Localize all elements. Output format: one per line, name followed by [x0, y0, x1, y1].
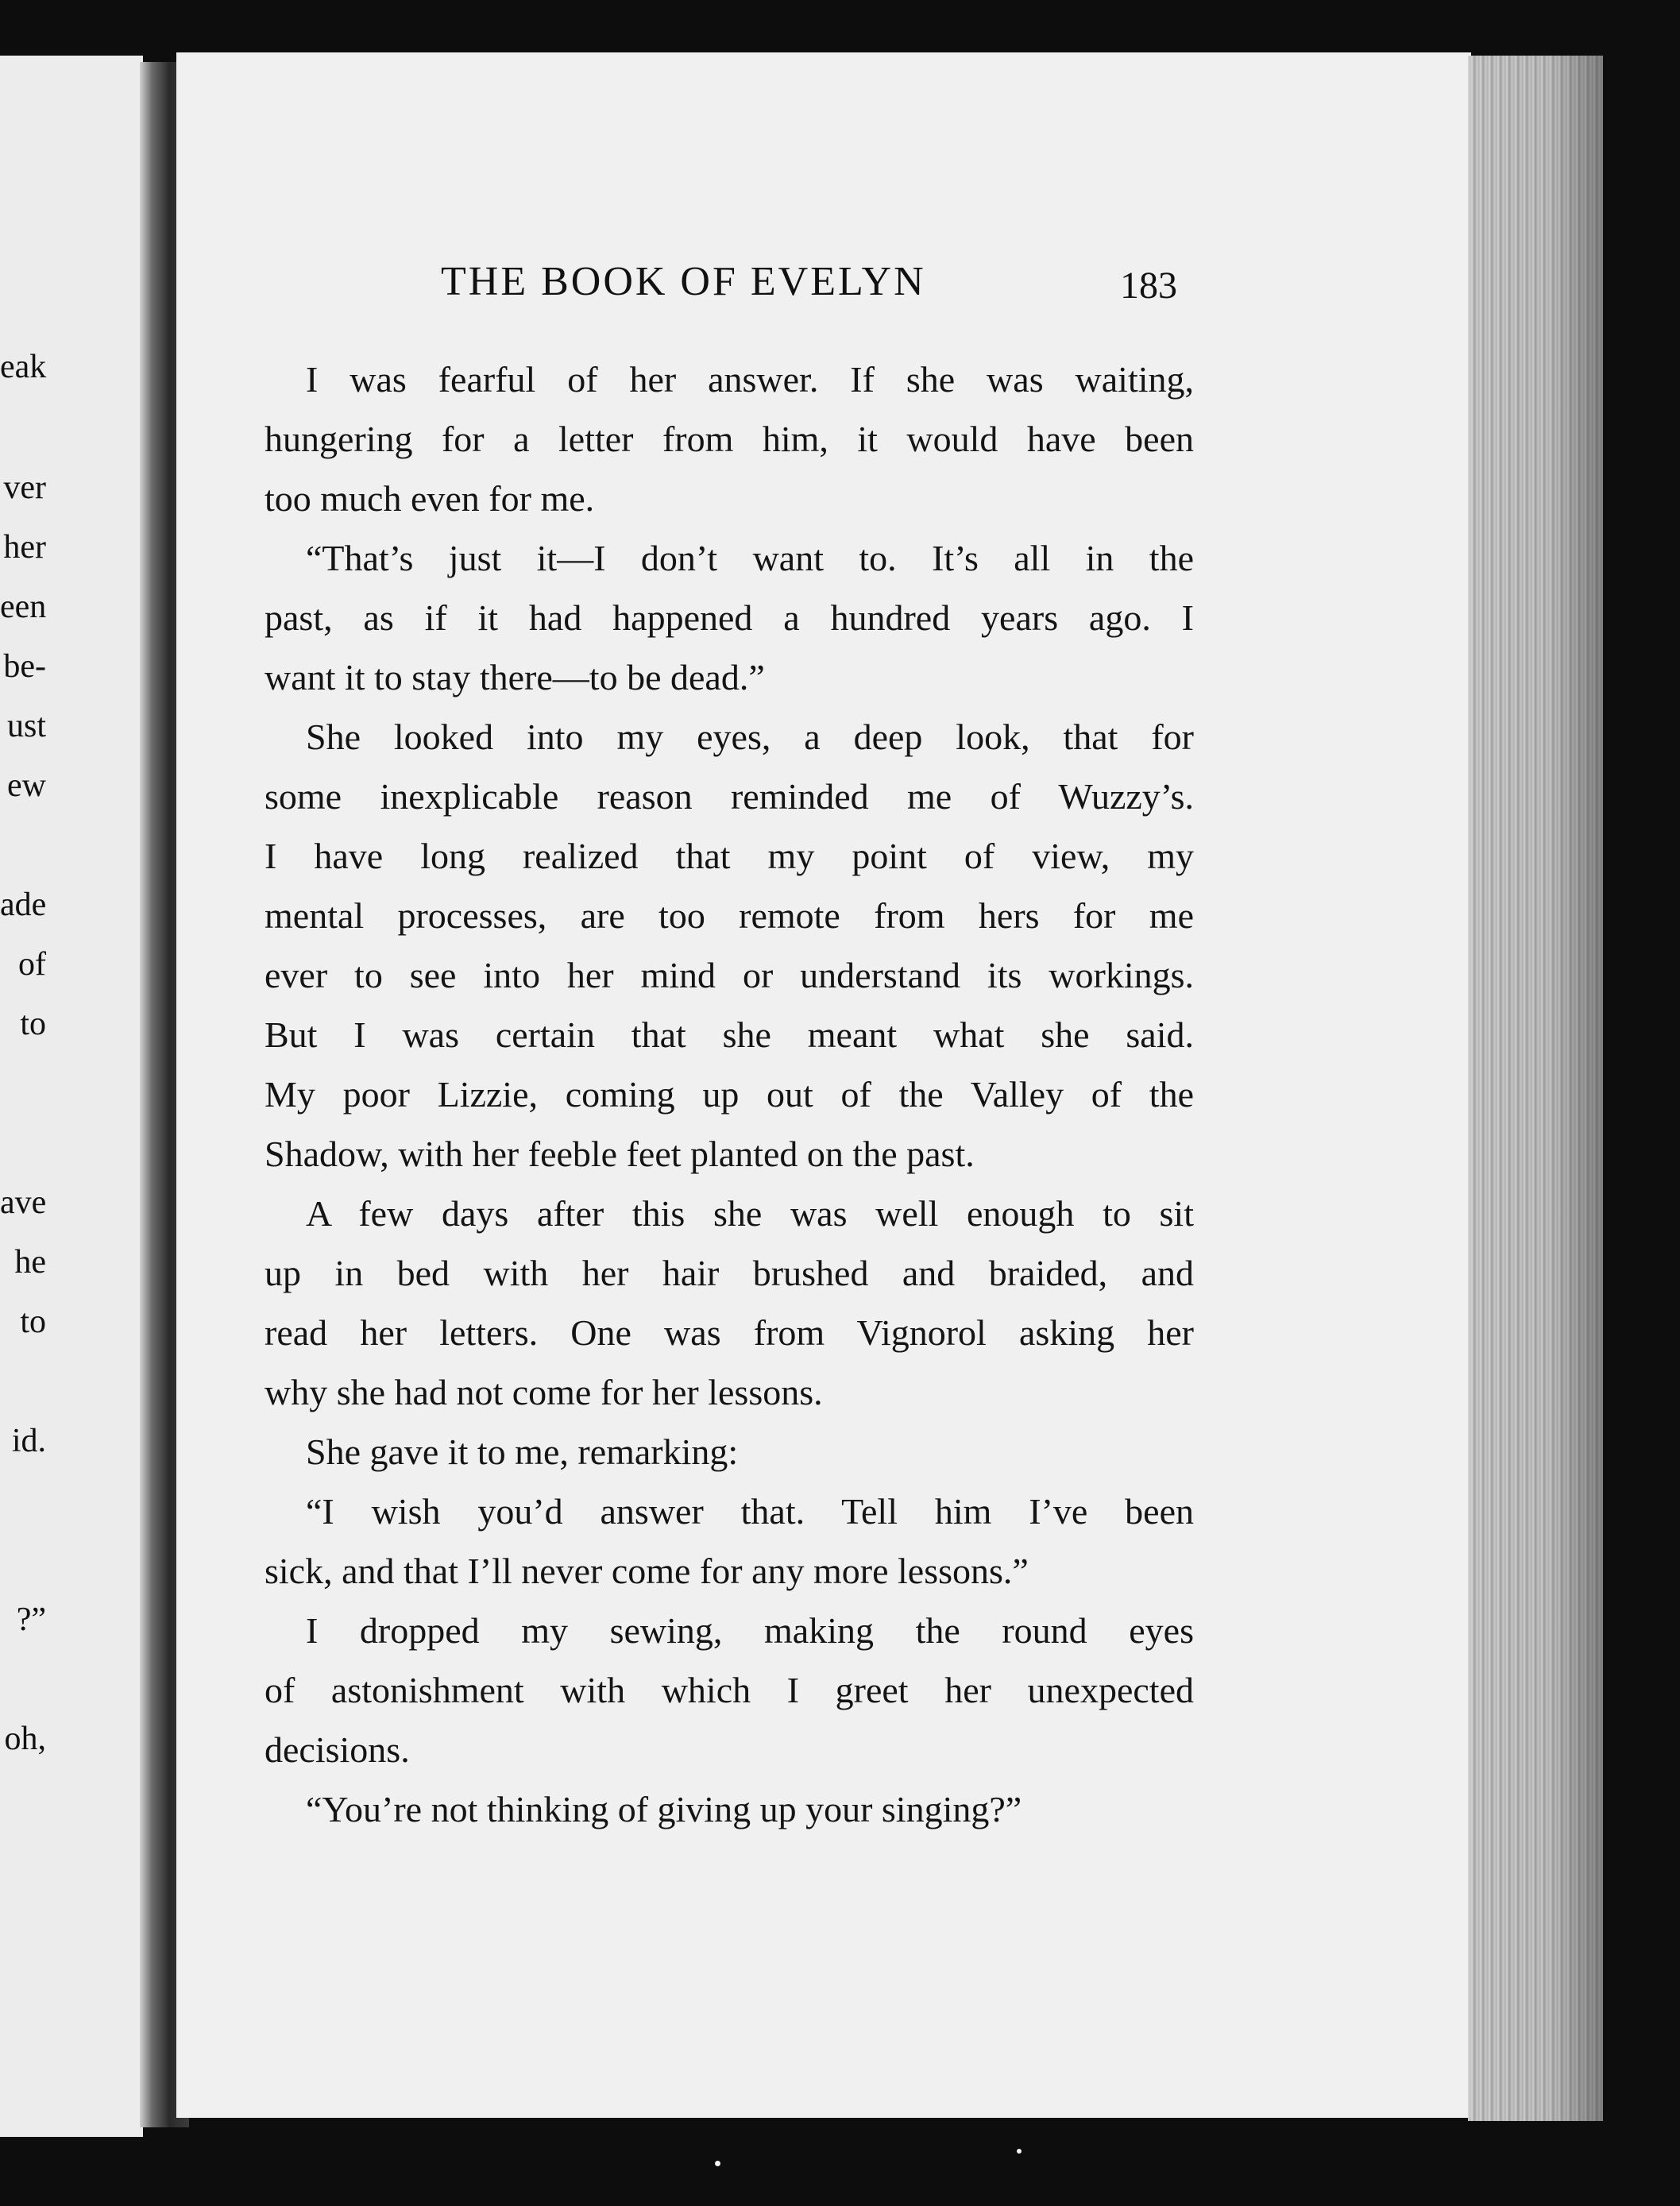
text-line: I have long realized that my point of view, my [265, 836, 1194, 876]
body-text [265, 350, 1194, 1839]
left-fragment: eak [0, 349, 47, 385]
text-line: hungering for a letter from him, it would have been [265, 419, 1194, 459]
text-line: But I was certain that she meant what she said. [265, 1014, 1194, 1055]
dust-speck [1017, 2149, 1022, 2154]
text-line: up in bed with her hair brushed and braided, and [265, 1253, 1194, 1293]
left-fragment: ust [6, 708, 46, 744]
text-line: sick, and that I’ll never come for any more lessons.” [265, 1551, 1029, 1591]
text-line: decisions. [265, 1729, 410, 1770]
page-number: 183 [1120, 265, 1177, 307]
text-line: ever to see into her mind or understand its workings. [265, 955, 1194, 995]
text-line: I dropped my sewing, making the round eyes [306, 1610, 1194, 1651]
text-line: My poor Lizzie, coming up out of the Valley of the [265, 1074, 1194, 1115]
text-line: want it to stay there—to be dead.” [265, 657, 765, 697]
text-line: I was fearful of her answer. If she was waiting, [306, 359, 1194, 400]
text-line: of astonishment with which I greet her unexpected [265, 1670, 1194, 1710]
text-line: some inexplicable reason reminded me of Wuzzy’s. [265, 776, 1194, 817]
left-fragment: ?” [16, 1601, 46, 1638]
text-line: mental processes, are too remote from hers for me [265, 895, 1194, 936]
page-block-shadow [1468, 56, 1603, 2121]
left-fragment: he [14, 1244, 46, 1281]
text-line: “That’s just it—I don’t want to. It’s all in the [306, 538, 1194, 578]
left-fragment: id. [11, 1423, 46, 1459]
left-fragment: ave [0, 1184, 47, 1221]
text-line: She looked into my eyes, a deep look, that for [306, 717, 1194, 757]
dust-speck [715, 2161, 720, 2166]
left-fragment: oh, [4, 1721, 46, 1757]
text-line: read her letters. One was from Vignorol asking her [265, 1312, 1194, 1353]
left-fragment: her [3, 529, 46, 566]
left-fragment: to [20, 1304, 46, 1340]
running-head: THE BOOK OF EVELYN [441, 259, 926, 304]
left-page-text [0, 0, 143, 2206]
left-fragment: ver [3, 469, 46, 506]
left-fragment: een [0, 589, 47, 625]
text-line: Shadow, with her feeble feet planted on the past. [265, 1134, 975, 1174]
text-line: “You’re not thinking of giving up your singing?” [306, 1789, 1022, 1829]
text-line: She gave it to me, remarking: [306, 1431, 739, 1472]
text-line: past, as if it had happened a hundred years ago. I [265, 597, 1194, 638]
text-line: A few days after this she was well enough to sit [306, 1193, 1194, 1234]
left-fragment: of [18, 946, 46, 983]
text-line: “I wish you’d answer that. Tell him I’ve been [306, 1491, 1194, 1532]
text-line: too much even for me. [265, 478, 595, 519]
left-fragment: to [20, 1006, 46, 1042]
left-fragment: be- [3, 648, 46, 685]
left-fragment: ew [7, 767, 46, 804]
text-line: why she had not come for her lessons. [265, 1372, 823, 1412]
left-fragment: ade [0, 887, 47, 923]
